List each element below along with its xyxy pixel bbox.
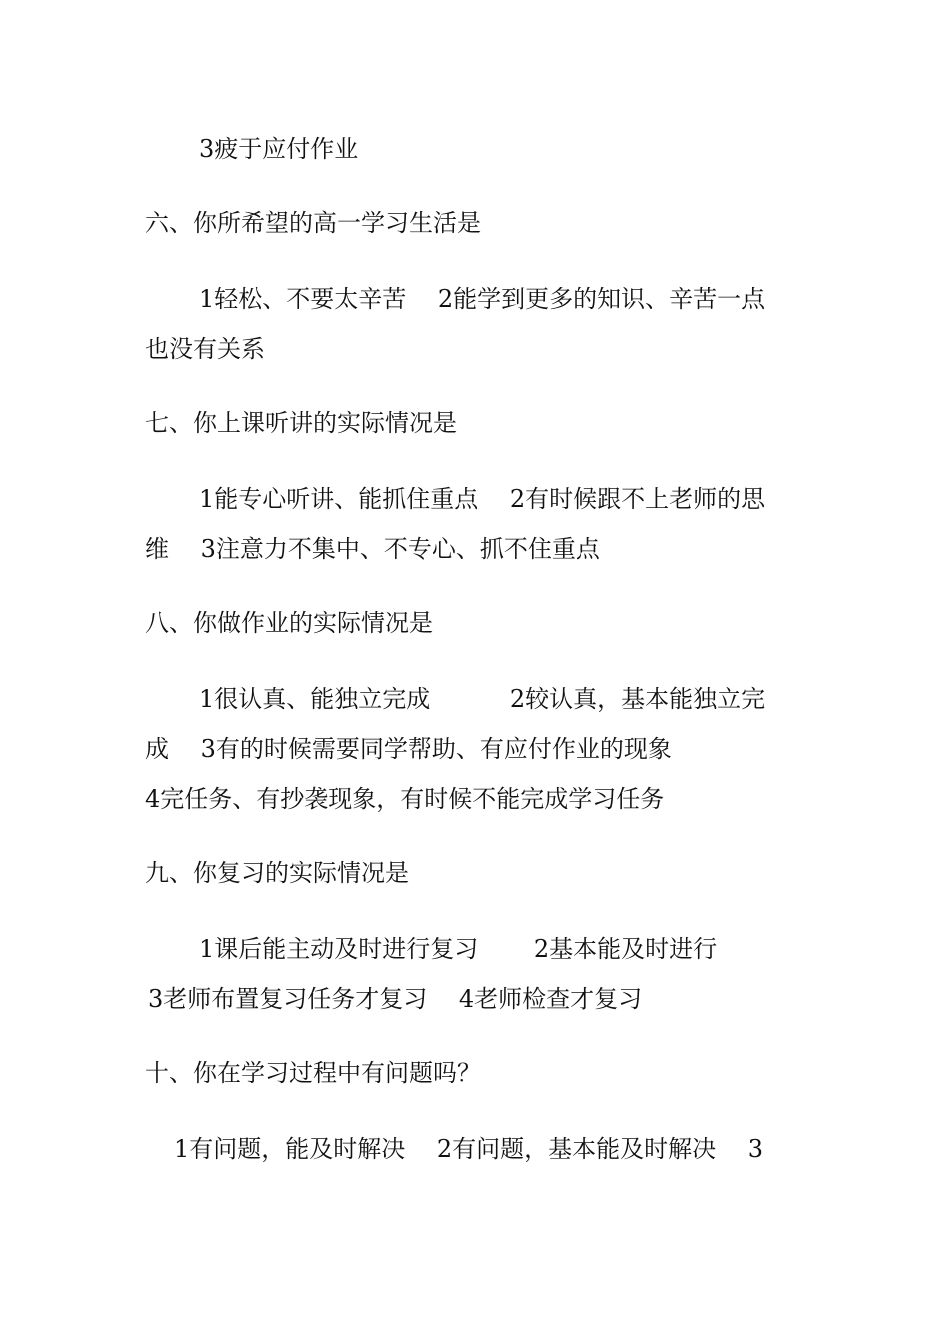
option-line: 1课后能主动及时进行复习 2基本能及时进行 <box>199 935 718 963</box>
option-line: 1有问题，能及时解决 2有问题，基本能及时解决 3 <box>174 1135 764 1163</box>
question-heading: 六、你所希望的高一学习生活是 <box>145 209 481 237</box>
option-line: 3老师布置复习任务才复习 4老师检查才复习 <box>148 985 643 1013</box>
option-line: 3疲于应付作业 <box>199 135 359 163</box>
question-heading: 九、你复习的实际情况是 <box>145 859 409 887</box>
option-line: 4完任务、有抄袭现象，有时候不能完成学习任务 <box>145 785 665 813</box>
option-line: 成 3有的时候需要同学帮助、有应付作业的现象 <box>145 735 672 763</box>
question-heading: 七、你上课听讲的实际情况是 <box>145 409 457 437</box>
option-line: 1很认真、能独立完成 2较认真，基本能独立完 <box>199 685 766 713</box>
question-heading: 八、你做作业的实际情况是 <box>145 609 433 637</box>
option-line: 1能专心听讲、能抓住重点 2有时候跟不上老师的思 <box>199 485 766 513</box>
option-line: 维 3注意力不集中、不专心、抓不住重点 <box>145 535 600 563</box>
option-line: 1轻松、不要太辛苦 2能学到更多的知识、辛苦一点 <box>199 285 766 313</box>
option-line: 也没有关系 <box>145 335 265 363</box>
question-heading: 十、你在学习过程中有问题吗？ <box>145 1059 481 1087</box>
